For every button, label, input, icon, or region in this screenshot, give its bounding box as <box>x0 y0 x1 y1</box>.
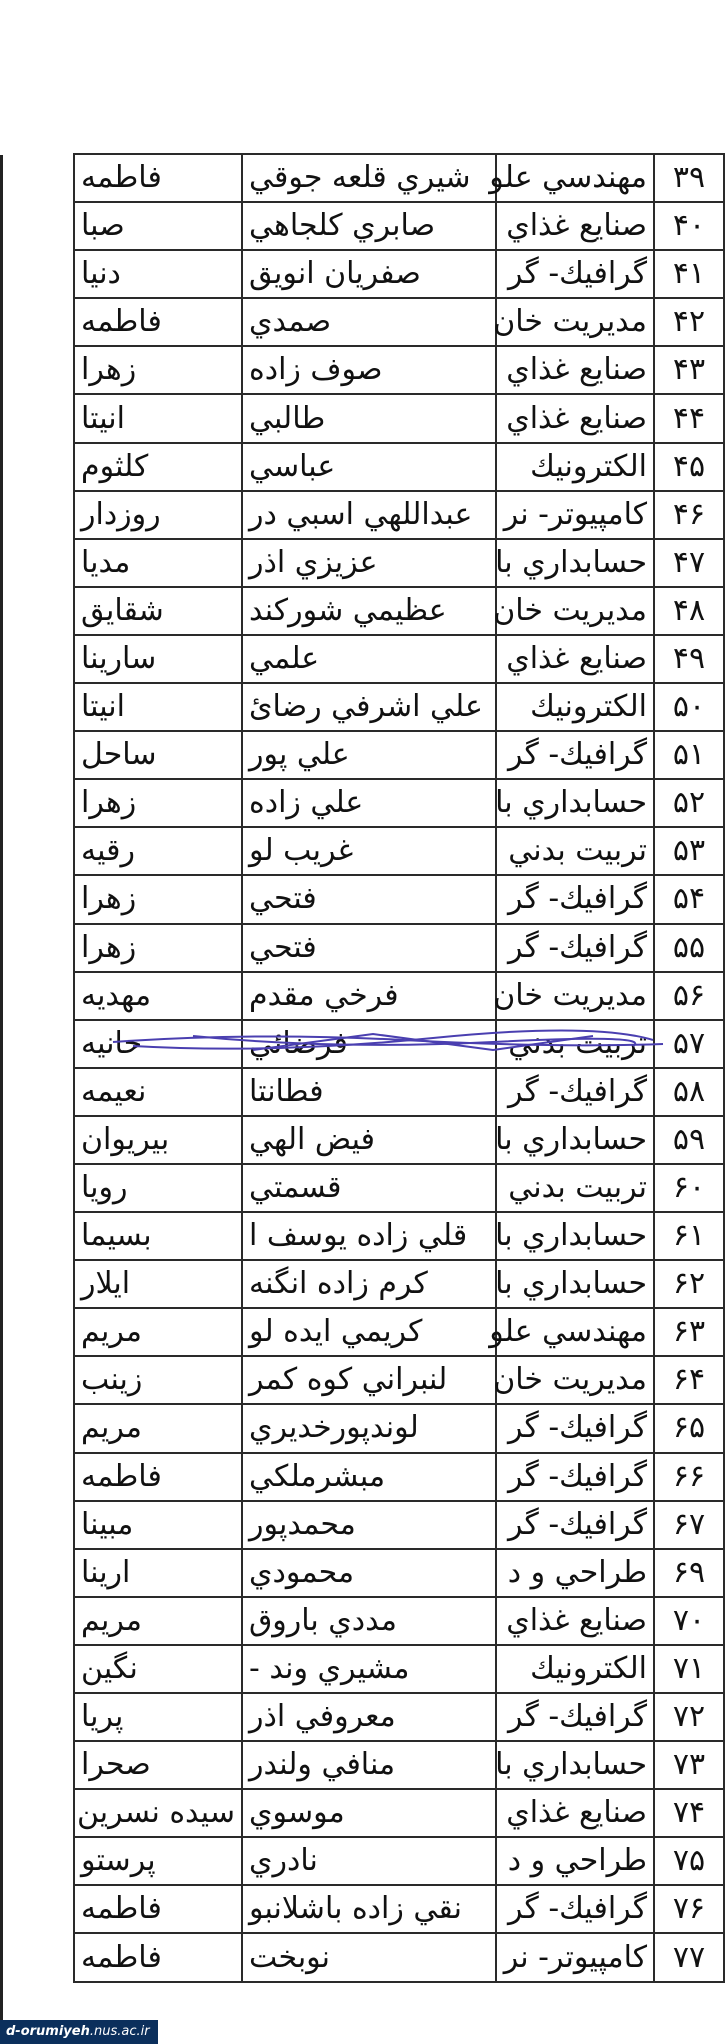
family-name-cell: علي اشرفي رضائ <box>242 683 496 731</box>
row-number-cell: ۴۴ <box>654 394 724 442</box>
field-of-study-cell: تربيت بدني <box>496 827 654 875</box>
row-number-cell: ۵۸ <box>654 1068 724 1116</box>
table-row <box>74 539 724 587</box>
given-name-cell: سيده نسرين <box>74 1789 242 1837</box>
given-name-cell: دنيا <box>74 250 242 298</box>
given-name-cell: فاطمه <box>74 1885 242 1933</box>
family-name-cell: علمي <box>242 635 496 683</box>
family-name-cell: غريب لو <box>242 827 496 875</box>
table-row <box>74 1549 724 1597</box>
given-name-cell: رقيه <box>74 827 242 875</box>
family-name-cell: صمدي <box>242 298 496 346</box>
table-row <box>74 1212 724 1260</box>
field-of-study-cell: مديريت خان <box>496 972 654 1020</box>
field-of-study-cell: حسابداري با <box>496 1260 654 1308</box>
row-number-cell: ۶۶ <box>654 1453 724 1501</box>
family-name-cell: محمودي <box>242 1549 496 1597</box>
given-name-cell: فاطمه <box>74 298 242 346</box>
given-name-cell: انيتا <box>74 394 242 442</box>
table-row <box>74 1116 724 1164</box>
field-of-study-cell: الكترونيك <box>496 443 654 491</box>
row-number-cell: ۷۷ <box>654 1933 724 1981</box>
given-name-cell: بسيما <box>74 1212 242 1260</box>
given-name-cell: شقايق <box>74 587 242 635</box>
table-row <box>74 875 724 923</box>
field-of-study-cell: حسابداري با <box>496 1116 654 1164</box>
field-of-study-cell: گرافيك- گر <box>496 1068 654 1116</box>
row-number-cell: ۴۹ <box>654 635 724 683</box>
row-number-cell: ۵۶ <box>654 972 724 1020</box>
given-name-cell: فاطمه <box>74 154 242 202</box>
row-number-cell: ۷۶ <box>654 1885 724 1933</box>
field-of-study-cell: گرافيك- گر <box>496 1453 654 1501</box>
family-name-cell: نقي زاده باشلانبو <box>242 1885 496 1933</box>
row-number-cell: ۶۲ <box>654 1260 724 1308</box>
family-name-cell: عبداللهي اسبي در <box>242 491 496 539</box>
student-list-table <box>73 153 725 1983</box>
field-of-study-cell: گرافيك- گر <box>496 924 654 972</box>
row-number-cell: ۷۰ <box>654 1597 724 1645</box>
field-of-study-cell: تربيت بدني <box>496 1164 654 1212</box>
table-row <box>74 1885 724 1933</box>
family-name-cell: فيض الهي <box>242 1116 496 1164</box>
row-number-cell: ۴۷ <box>654 539 724 587</box>
given-name-cell: فاطمه <box>74 1453 242 1501</box>
family-name-cell: منافي ولندر <box>242 1741 496 1789</box>
field-of-study-cell: حسابداري با <box>496 1741 654 1789</box>
row-number-cell: ۴۳ <box>654 346 724 394</box>
family-name-cell: موسوي <box>242 1789 496 1837</box>
given-name-cell: زهرا <box>74 875 242 923</box>
given-name-cell: زهرا <box>74 346 242 394</box>
field-of-study-cell: تربيت بدني <box>496 1020 654 1068</box>
field-of-study-cell: حسابداري با <box>496 779 654 827</box>
table-row <box>74 202 724 250</box>
given-name-cell: مديا <box>74 539 242 587</box>
row-number-cell: ۴۸ <box>654 587 724 635</box>
family-name-cell: طالبي <box>242 394 496 442</box>
table-row <box>74 1597 724 1645</box>
table-row <box>74 154 724 202</box>
family-name-cell: صابري كلجاهي <box>242 202 496 250</box>
family-name-cell: فرخي مقدم <box>242 972 496 1020</box>
watermark-site: d-orumiyeh <box>6 2024 90 2039</box>
row-number-cell: ۶۰ <box>654 1164 724 1212</box>
field-of-study-cell: صنايع غذاي <box>496 1597 654 1645</box>
field-of-study-cell: الكترونيك <box>496 1645 654 1693</box>
family-name-cell: معروفي اذر <box>242 1693 496 1741</box>
field-of-study-cell: حسابداري با <box>496 1212 654 1260</box>
field-of-study-cell: كامپيوتر- نر <box>496 1933 654 1981</box>
field-of-study-cell: صنايع غذاي <box>496 202 654 250</box>
field-of-study-cell: صنايع غذاي <box>496 346 654 394</box>
row-number-cell: ۶۱ <box>654 1212 724 1260</box>
family-name-cell: فتحي <box>242 875 496 923</box>
family-name-cell: فطانتا <box>242 1068 496 1116</box>
row-number-cell: ۴۲ <box>654 298 724 346</box>
row-number-cell: ۴۶ <box>654 491 724 539</box>
family-name-cell: مبشرملكي <box>242 1453 496 1501</box>
table-row <box>74 1693 724 1741</box>
given-name-cell: مهديه <box>74 972 242 1020</box>
family-name-cell: محمدپور <box>242 1501 496 1549</box>
table-row <box>74 394 724 442</box>
row-number-cell: ۶۵ <box>654 1404 724 1452</box>
family-name-cell: كرم زاده انگنه <box>242 1260 496 1308</box>
given-name-cell: نگين <box>74 1645 242 1693</box>
table-row <box>74 1789 724 1837</box>
given-name-cell: ساحل <box>74 731 242 779</box>
field-of-study-cell: مديريت خان <box>496 587 654 635</box>
family-name-cell: نادري <box>242 1837 496 1885</box>
given-name-cell: مبينا <box>74 1501 242 1549</box>
row-number-cell: ۴۵ <box>654 443 724 491</box>
given-name-cell: پرستو <box>74 1837 242 1885</box>
table-row <box>74 298 724 346</box>
field-of-study-cell: مديريت خان <box>496 1356 654 1404</box>
table-row <box>74 1068 724 1116</box>
table-row <box>74 1501 724 1549</box>
given-name-cell: زينب <box>74 1356 242 1404</box>
row-number-cell: ۷۳ <box>654 1741 724 1789</box>
table-row <box>74 779 724 827</box>
family-name-cell: علي پور <box>242 731 496 779</box>
table-row <box>74 972 724 1020</box>
site-watermark <box>0 2020 158 2044</box>
table-row <box>74 731 724 779</box>
family-name-cell: عظيمي شوركند <box>242 587 496 635</box>
row-number-cell: ۵۰ <box>654 683 724 731</box>
table-row <box>74 1404 724 1452</box>
row-number-cell: ۵۴ <box>654 875 724 923</box>
field-of-study-cell: گرافيك- گر <box>496 250 654 298</box>
row-number-cell: ۵۹ <box>654 1116 724 1164</box>
family-name-cell: مددي باروق <box>242 1597 496 1645</box>
field-of-study-cell: صنايع غذاي <box>496 635 654 683</box>
table-row <box>74 827 724 875</box>
field-of-study-cell: گرافيك- گر <box>496 1693 654 1741</box>
row-number-cell: ۵۱ <box>654 731 724 779</box>
family-name-cell: علي زاده <box>242 779 496 827</box>
row-number-cell: ۴۱ <box>654 250 724 298</box>
family-name-cell: عباسي <box>242 443 496 491</box>
family-name-cell: شيري قلعه جوقي <box>242 154 496 202</box>
family-name-cell: عزيزي اذر <box>242 539 496 587</box>
table-row-struck <box>74 1020 724 1068</box>
table-row <box>74 1837 724 1885</box>
field-of-study-cell: صنايع غذاي <box>496 394 654 442</box>
field-of-study-cell: حسابداري با <box>496 539 654 587</box>
row-number-cell: ۵۲ <box>654 779 724 827</box>
given-name-cell: نعيمه <box>74 1068 242 1116</box>
field-of-study-cell: گرافيك- گر <box>496 1404 654 1452</box>
row-number-cell: ۵۷ <box>654 1020 724 1068</box>
row-number-cell: ۶۷ <box>654 1501 724 1549</box>
given-name-cell: مريم <box>74 1597 242 1645</box>
field-of-study-cell: طراحي و د <box>496 1837 654 1885</box>
given-name-cell: زهرا <box>74 924 242 972</box>
given-name-cell: صبا <box>74 202 242 250</box>
field-of-study-cell: مديريت خان <box>496 298 654 346</box>
row-number-cell: ۵۳ <box>654 827 724 875</box>
family-name-cell: صفريان انويق <box>242 250 496 298</box>
family-name-cell: فرضائي <box>242 1020 496 1068</box>
row-number-cell: ۷۱ <box>654 1645 724 1693</box>
family-name-cell: كريمي ايده لو <box>242 1308 496 1356</box>
field-of-study-cell: الكترونيك <box>496 683 654 731</box>
family-name-cell: نوبخت <box>242 1933 496 1981</box>
table-row <box>74 1260 724 1308</box>
left-margin-rule <box>0 155 3 2044</box>
family-name-cell: مشيري وند - <box>242 1645 496 1693</box>
table-row <box>74 587 724 635</box>
field-of-study-cell: گرافيك- گر <box>496 875 654 923</box>
family-name-cell: صوف زاده <box>242 346 496 394</box>
row-number-cell: ۳۹ <box>654 154 724 202</box>
table-row <box>74 1933 724 1981</box>
family-name-cell: فتحي <box>242 924 496 972</box>
given-name-cell: روزدار <box>74 491 242 539</box>
row-number-cell: ۵۵ <box>654 924 724 972</box>
table-row <box>74 1645 724 1693</box>
table-row <box>74 1741 724 1789</box>
row-number-cell: ۶۹ <box>654 1549 724 1597</box>
table-row <box>74 491 724 539</box>
given-name-cell: ارينا <box>74 1549 242 1597</box>
row-number-cell: ۴۰ <box>654 202 724 250</box>
row-number-cell: ۶۳ <box>654 1308 724 1356</box>
given-name-cell: انيتا <box>74 683 242 731</box>
field-of-study-cell: مهندسي علو <box>496 154 654 202</box>
table-row <box>74 346 724 394</box>
field-of-study-cell: گرافيك- گر <box>496 1501 654 1549</box>
field-of-study-cell: گرافيك- گر <box>496 1885 654 1933</box>
row-number-cell: ۷۵ <box>654 1837 724 1885</box>
table-row <box>74 1164 724 1212</box>
given-name-cell: سارينا <box>74 635 242 683</box>
field-of-study-cell: كامپيوتر- نر <box>496 491 654 539</box>
table-row <box>74 635 724 683</box>
given-name-cell: مريم <box>74 1308 242 1356</box>
given-name-cell: ايلار <box>74 1260 242 1308</box>
family-name-cell: قلي زاده يوسف ا <box>242 1212 496 1260</box>
row-number-cell: ۷۴ <box>654 1789 724 1837</box>
table-row <box>74 1356 724 1404</box>
given-name-cell: رويا <box>74 1164 242 1212</box>
given-name-cell: حانيه <box>74 1020 242 1068</box>
family-name-cell: قسمتي <box>242 1164 496 1212</box>
table-row <box>74 250 724 298</box>
field-of-study-cell: مهندسي علو <box>496 1308 654 1356</box>
field-of-study-cell: گرافيك- گر <box>496 731 654 779</box>
table-row <box>74 924 724 972</box>
table-body <box>74 154 724 1982</box>
table-row <box>74 1453 724 1501</box>
given-name-cell: بيريوان <box>74 1116 242 1164</box>
table-row <box>74 1308 724 1356</box>
given-name-cell: فاطمه <box>74 1933 242 1981</box>
given-name-cell: زهرا <box>74 779 242 827</box>
given-name-cell: مريم <box>74 1404 242 1452</box>
row-number-cell: ۶۴ <box>654 1356 724 1404</box>
field-of-study-cell: طراحي و د <box>496 1549 654 1597</box>
field-of-study-cell: صنايع غذاي <box>496 1789 654 1837</box>
family-name-cell: لنبراني كوه كمر <box>242 1356 496 1404</box>
table-row <box>74 443 724 491</box>
given-name-cell: كلثوم <box>74 443 242 491</box>
given-name-cell: صحرا <box>74 1741 242 1789</box>
given-name-cell: پريا <box>74 1693 242 1741</box>
row-number-cell: ۷۲ <box>654 1693 724 1741</box>
family-name-cell: لوندپورخديري <box>242 1404 496 1452</box>
watermark-domain: .nus.ac.ir <box>89 2024 150 2039</box>
table-row <box>74 683 724 731</box>
